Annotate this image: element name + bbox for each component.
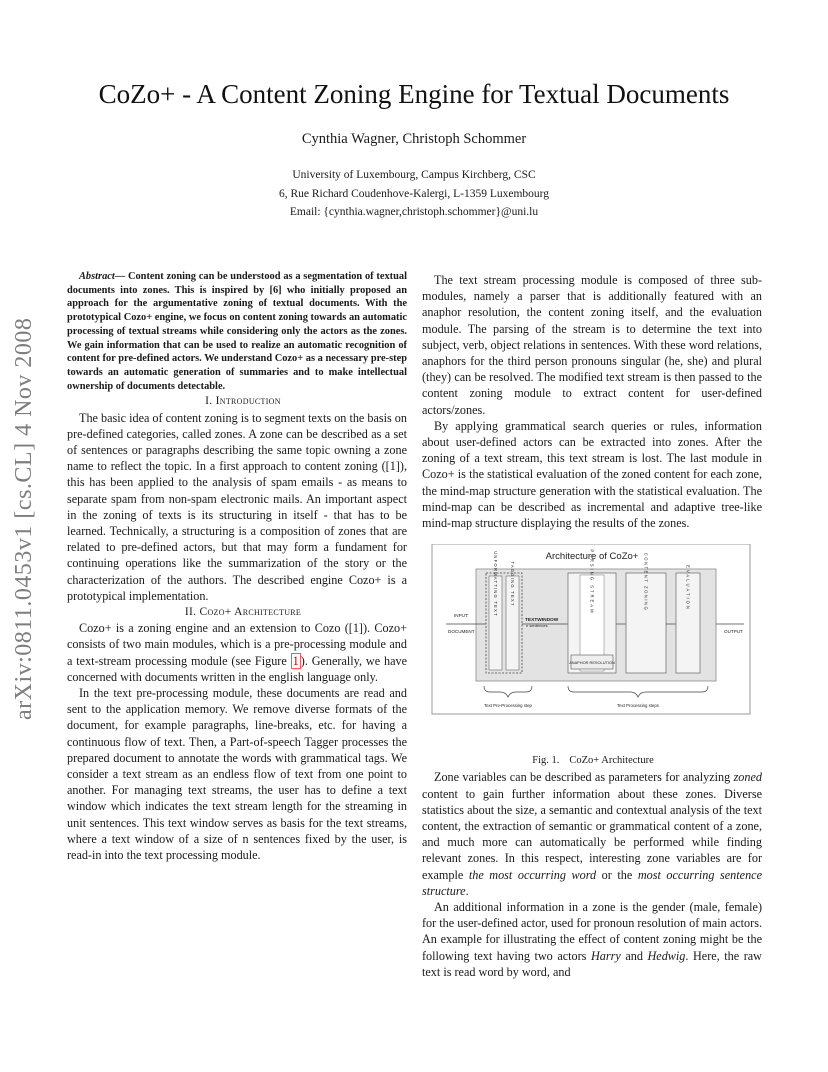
- sentences-label: n sentences: [526, 623, 548, 629]
- architecture-paragraph-2: In the text pre-processing module, these documents are read and sent to the application memory. We remove diverse formats of the document, for example paragraphs, line-breaks, etc. for having a continuous flow of text. Then, a Part-of-speech Tagger processes the prepared document to annotate the words with grammatical tags. We consider a text stream as an endless flow of text from one point to another. For managing text streams, the user has to define a text window which indicates the text stream length for the streaming in unit sentences. This text window serves as basis for the text streams, where a text window of a size of n sentences fixed by the user, is read-in into the text processing module.: [67, 685, 407, 863]
- tagging-label: TAGGING TEXT: [510, 561, 515, 607]
- textwindow-label: TEXTWINDOW: [525, 618, 559, 624]
- left-column: [67, 270, 407, 863]
- anaphor-label: ANAPHOR RESOLUTION: [569, 660, 615, 666]
- p3-em-zoned: zoned: [733, 770, 762, 785]
- architecture-diagram: [422, 544, 762, 753]
- document-label: DOCUMENT: [448, 629, 475, 635]
- architecture-paragraph-1: [67, 620, 407, 685]
- unformatting-label: UNFORMATTING TEXT: [493, 551, 498, 618]
- figure-caption: [422, 753, 762, 769]
- abstract-text: — Content zoning can be understood as a segmentation of textual documents into zones. This is inspired by [6] who initially proposed an approach for the argumentative zoning of textual documents. With the prototypical Cozo+ engine, we focus on content zoning towards an automatic processing of textual streams while considering only the actors as the zones. We gain information that can be used to realize an automatic recognition of content for pre-defined actors. We understand Cozo+ as a necessary pre-step towards an automatic generation of summaries and to make intellectual ownership of documents detectable.: [67, 271, 407, 392]
- paper-title: CoZo+ - A Content Zoning Engine for Textual Documents: [98, 79, 730, 109]
- intro-paragraph: The basic idea of content zoning is to segment texts on the basis on pre-defined categories, called zones. A zone can be described as a set of sentences or paragraphs describing the same topic owning a zone name to reflect the topic. In a first approach to content zoning ([1]), this has been applied to the analysis of spam emails - as means to separate spam from non-spam electronic mails. An important aspect in the zoning of texts is its structuring in itself - that has to be learned. Technically, a structuring is a composition of zones that are related to pre-defined actors, but that may form a fundament for continuing operations like the summarization of the story or the characterization of the authors. The described engine Cozo+ is a prototypical implementation.: [67, 410, 407, 603]
- abstract-label: Abstract: [79, 271, 115, 282]
- p4-em-hedwig: Hedwig: [647, 948, 686, 963]
- affiliation-address: 6, Rue Richard Coudenhove-Kalergi, L-1359 Luxembourg: [278, 187, 550, 200]
- paper-authors: Cynthia Wagner, Christoph Schommer: [301, 131, 527, 147]
- output-label: OUTPUT: [724, 629, 743, 635]
- processing-step-label: Text Processing steps: [617, 703, 659, 709]
- architecture-figure: [422, 544, 762, 753]
- affiliation-block: [0, 166, 828, 222]
- affiliation-email: Email: {cynthia.wagner,christoph.schommer}@uni.lu: [289, 206, 539, 218]
- p4-text-a: An additional information in a zone is the gender (male, female) for the user-defined actor, used for pronoun resolution of main actors. An example for illustrating the effect of content zoning might be the following text having two actors: [422, 900, 762, 963]
- parsing-label: PARSING STREAM: [589, 549, 595, 615]
- right-column: [422, 272, 762, 980]
- figure-caption-number: Fig. 1.: [532, 755, 560, 767]
- affiliation-university: University of Luxembourg, Campus Kirchberg, CSC: [292, 169, 536, 181]
- right-paragraph-3: [422, 769, 762, 899]
- figure-title: Architecture of CoZo+: [545, 551, 639, 563]
- zoning-label: CONTENT ZONING: [643, 552, 649, 612]
- p3-text-c: or the: [596, 867, 638, 882]
- p3-text-d: .: [465, 883, 469, 898]
- arxiv-identifier: arXiv:0811.0453v1 [cs.CL] 4 Nov 2008: [11, 317, 37, 720]
- right-paragraph-4: [422, 899, 762, 980]
- p3-text-b: content to gain further information about these zones. Diverse statistics about the size, a semantic and contextual analysis of the text content, the extraction of semantic or grammatical content of a zone, and much more can automatically be performed while finding relevant zones. In this respect, interesting zone variables are for example: [422, 786, 762, 882]
- figure-caption-text: CoZo+ Architecture: [569, 755, 654, 767]
- p3-em-structure: most occurring sentence structure: [422, 867, 762, 898]
- p4-text-b: and: [620, 948, 648, 963]
- section-heading-introduction: I. Introduction: [205, 395, 281, 408]
- figure-ref-link[interactable]: 1: [292, 653, 299, 668]
- section-heading-architecture: II. Cozo+ Architecture: [184, 605, 302, 618]
- input-label: INPUT:: [454, 613, 469, 619]
- arch-text-b: ). Generally, we have concerned with documents written in the english language only.: [67, 653, 407, 684]
- preprocessing-step-label: Text Pre-Processing step: [484, 703, 532, 709]
- p3-em-word: the most occurring word: [468, 867, 597, 882]
- abstract: [67, 270, 407, 393]
- right-paragraph-2: By applying grammatical search queries or rules, information about user-defined actors can be extracted into zones. After the zoning of a text stream, this text stream is lost. The last module in Cozo+ is the statistical evaluation of the zoned content for each zone, the mind-map structure generation with the statistical evaluation. The mind-map can be described as incremental and adaptive tree-like mind-map structure displaying the results of the zones.: [422, 418, 762, 531]
- evaluation-label: EVALUATION: [685, 565, 691, 612]
- arch-text-a: Cozo+ is a zoning engine and an extension to Cozo ([1]). Cozo+ consists of two main modules, which is a pre-processing module and a text-stream processing module (see Figure: [67, 621, 407, 668]
- right-paragraph-1: The text stream processing module is composed of three sub-modules, namely a parser that is additionally featured with an anaphor resolution, the content zoning itself, and the evaluation module. The parsing of the stream is to determine the text into subject, verb, object relations in sentences. With these word relations, anaphors for the third person pronouns singular (he, she) and plural (they) can be resolved. The modified text stream is then passed to the content zoning module to extract content for user-defined actors/zones.: [422, 273, 762, 417]
- p4-em-harry: Harry: [590, 948, 621, 963]
- p4-text-c: . Here, the raw text is read word by word, and: [422, 948, 762, 979]
- p3-text-a: Zone variables can be described as parameters for analyzing: [434, 770, 734, 785]
